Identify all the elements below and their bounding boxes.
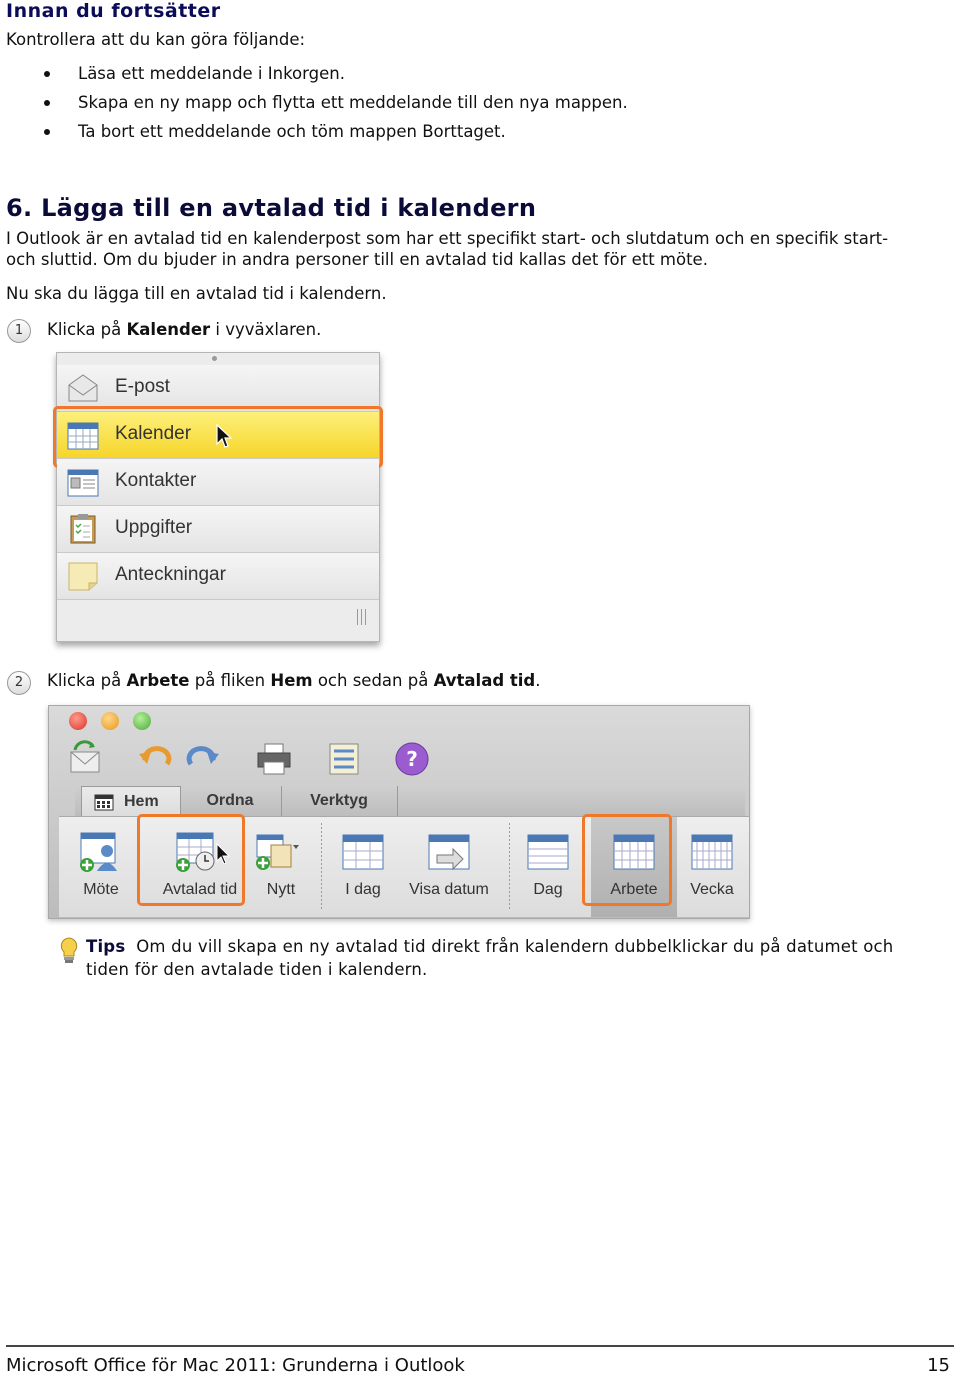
view-switcher-screenshot (56, 352, 380, 642)
svg-text:?: ? (406, 747, 418, 771)
step2-pre: Klicka på (47, 671, 127, 690)
minimize-window-icon[interactable] (101, 712, 119, 730)
tip-text-line2: tiden för den avtalade tiden i kalendern. (86, 960, 428, 979)
work-week-label: Arbete (610, 881, 658, 898)
nav-label-calendar: Kalender (115, 423, 192, 444)
day-view-label: Dag (533, 881, 563, 898)
step1-pre: Klicka på (47, 320, 127, 339)
note-icon (67, 561, 99, 591)
nav-item-contacts[interactable] (57, 459, 379, 506)
redo-icon[interactable] (183, 740, 221, 778)
tip-label: Tips (86, 937, 126, 956)
tip-text-line1: Om du vill skapa en ny avtalad tid direkt från kalendern dubbelklickar du på datumet och (136, 937, 894, 956)
ribbon-separator (509, 823, 510, 911)
nav-label-notes: Anteckningar (115, 564, 226, 585)
show-date-label: Visa datum (409, 881, 489, 898)
resize-dot (212, 356, 217, 361)
before-list (6, 59, 906, 146)
list-item: Läsa ett meddelande i Inkorgen. (6, 59, 906, 88)
section-para1-line1: I Outlook är en avtalad tid en kalenderpost som har ett specifikt start- och slutdatum och en specifik start- (6, 229, 889, 248)
resize-grip[interactable] (357, 609, 367, 625)
contacts-icon (67, 467, 99, 497)
list-item: Skapa en ny mapp och flytta ett meddelande till den nya mappen. (6, 88, 906, 117)
week-view-button[interactable] (677, 817, 747, 917)
lightbulb-icon (58, 936, 80, 964)
step-number-1: 1 (7, 319, 31, 343)
day-view-button[interactable] (517, 817, 579, 917)
send-receive-icon[interactable] (67, 740, 105, 778)
section-para1-line2: och sluttid. Om du bjuder in andra personer till en avtalad tid kallas det för ett möte. (6, 250, 708, 269)
clipboard-icon (67, 514, 99, 544)
new-items-button[interactable] (251, 817, 311, 917)
meeting-icon (79, 831, 123, 873)
print-icon[interactable] (255, 740, 293, 778)
tab-organize-label: Ordna (206, 792, 254, 809)
before-intro: Kontrollera att du kan göra följande: (6, 30, 306, 49)
section-para2: Nu ska du lägga till en avtalad tid i kalendern. (6, 284, 387, 303)
calendar-small-icon (94, 794, 114, 811)
step1-bold: Kalender (126, 320, 211, 339)
close-window-icon[interactable] (69, 712, 87, 730)
work-week-highlight (582, 814, 672, 906)
step-number-2: 2 (7, 671, 31, 695)
step1-post: i vyväxlaren. (210, 320, 322, 339)
section-title: 6. Lägga till en avtalad tid i kalendern (6, 194, 537, 222)
meeting-button[interactable] (69, 817, 133, 917)
footer-title: Microsoft Office för Mac 2011: Grunderna i Outlook (6, 1355, 465, 1376)
new-items-icon (255, 831, 299, 873)
today-button[interactable] (331, 817, 395, 917)
tab-tools-label: Verktyg (310, 792, 368, 809)
step2-bold-avtalad: Avtalad tid (433, 671, 536, 690)
list-item: Ta bort ett meddelande och töm mappen Borttaget. (6, 117, 906, 146)
nav-label-contacts: Kontakter (115, 470, 197, 491)
step2-mid1: på fliken (189, 671, 271, 690)
ribbon-tab-bar (75, 786, 745, 816)
nav-item-tasks[interactable] (57, 506, 379, 553)
envelope-icon (67, 373, 99, 403)
week-view-label: Vecka (690, 881, 734, 898)
nav-item-notes[interactable] (57, 553, 379, 600)
appointment-label: Avtalad tid (162, 881, 238, 898)
tab-organize[interactable] (179, 786, 282, 816)
step2-bold-hem: Hem (270, 671, 313, 690)
week-view-icon (690, 831, 734, 873)
step2-mid2: och sedan på (312, 671, 434, 690)
before-heading: Innan du fortsätter (6, 0, 221, 22)
nav-item-mail[interactable] (57, 365, 379, 412)
step2-post: . (535, 671, 541, 690)
footer-divider (6, 1345, 954, 1347)
nav-label-mail: E-post (115, 376, 170, 397)
show-date-button[interactable] (399, 817, 499, 917)
day-view-icon (526, 831, 570, 873)
undo-icon[interactable] (137, 740, 175, 778)
new-items-label: Nytt (266, 881, 296, 898)
zoom-window-icon[interactable] (133, 712, 151, 730)
tip-line1 (86, 936, 893, 957)
step2-instruction (47, 670, 541, 691)
view-icon[interactable] (325, 740, 363, 778)
step2-bold-arbete: Arbete (126, 671, 190, 690)
tab-home-label: Hem (124, 793, 159, 810)
nav-label-tasks: Uppgifter (115, 517, 193, 538)
meeting-label: Möte (83, 881, 119, 898)
today-label: I dag (345, 881, 381, 898)
ribbon-home-group (59, 816, 749, 917)
ribbon-screenshot (48, 705, 750, 919)
page-number: 15 (927, 1355, 950, 1376)
show-date-icon (427, 831, 471, 873)
tab-tools[interactable] (281, 786, 398, 816)
ribbon-separator (321, 823, 322, 911)
help-icon[interactable] (393, 740, 431, 778)
tab-home[interactable] (81, 786, 181, 817)
appointment-highlight (137, 814, 245, 906)
step1-instruction (47, 319, 321, 340)
today-icon (341, 831, 385, 873)
